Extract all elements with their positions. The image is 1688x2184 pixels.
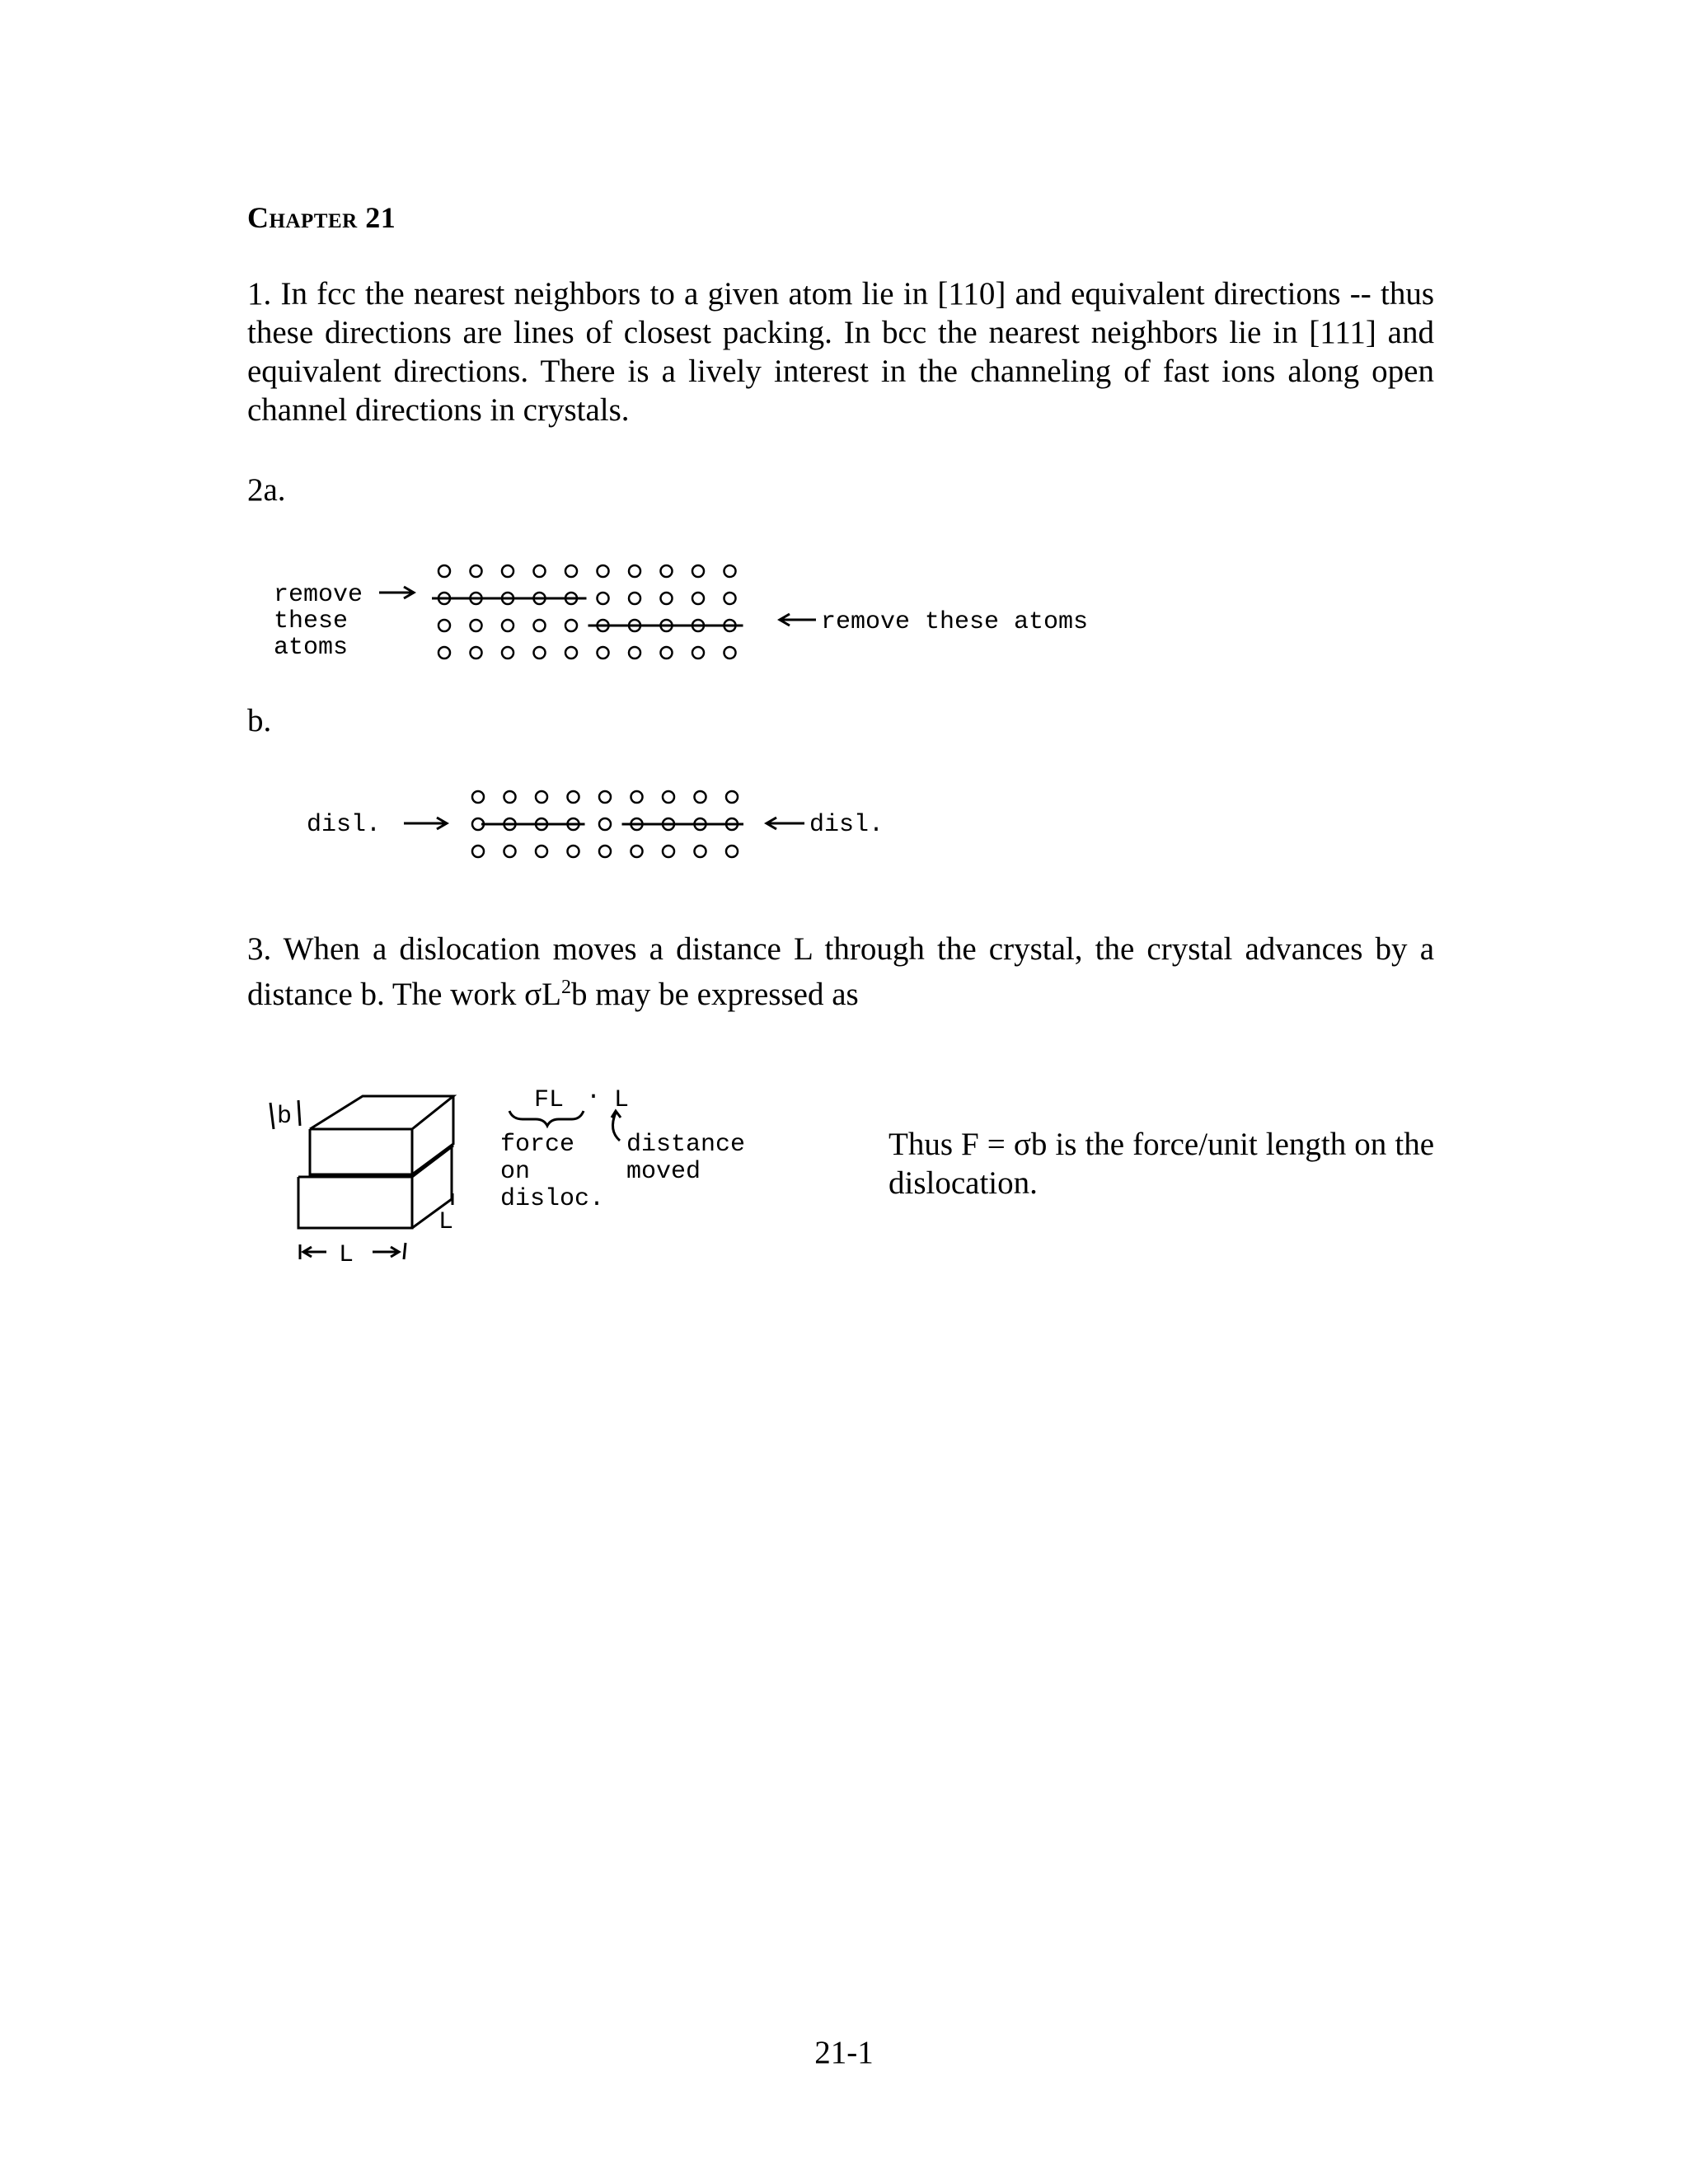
- atom: [724, 647, 736, 658]
- l-term: L: [614, 1086, 630, 1114]
- problem-3-conclusion: Thus F = σb is the force/unit length on the dislocation.: [889, 1127, 1434, 1201]
- distance-line-2: moved: [626, 1158, 701, 1186]
- problem-1-text: 1. In fcc the nearest neighbors to a given atom lie in [110] and equivalent directions -- thus these directions are lines of closest packing. In bcc the nearest neighbors lie in [111] and equivalent directions. There is a lively interest in the channeling of fast ions along open channel directions in crystals.: [247, 276, 1434, 428]
- block-bottom-l-label: L: [339, 1241, 354, 1269]
- atom: [598, 647, 609, 658]
- atom: [438, 593, 450, 604]
- atom: [692, 565, 704, 577]
- chapter-number: 21: [365, 201, 396, 234]
- atom: [504, 791, 516, 803]
- atom: [726, 846, 738, 857]
- atom: [661, 593, 673, 604]
- atom: [502, 620, 513, 631]
- atom: [663, 791, 674, 803]
- atom: [726, 791, 738, 803]
- atom: [568, 818, 579, 830]
- atom: [629, 647, 640, 658]
- atom: [472, 791, 484, 803]
- problem-2a-label: 2a.: [247, 472, 286, 508]
- sliding-blocks-sketch: [270, 1096, 453, 1259]
- atom: [536, 791, 547, 803]
- chapter-heading: [247, 200, 396, 235]
- atom: [724, 593, 736, 604]
- atom: [438, 620, 450, 631]
- atom: [598, 565, 609, 577]
- atom: [629, 565, 640, 577]
- atom: [598, 620, 609, 631]
- atom: [502, 647, 513, 658]
- force-line-3: disloc.: [500, 1185, 605, 1213]
- atom: [568, 846, 579, 857]
- atom: [724, 565, 736, 577]
- atom: [692, 647, 704, 658]
- diagram-2b-arrow-left-icon: [767, 818, 804, 829]
- atom: [565, 593, 577, 604]
- atom: [471, 647, 482, 658]
- diagram-2a-left-label-line-2: these: [274, 607, 349, 635]
- atom: [534, 620, 546, 631]
- problem-3-text: [247, 930, 1434, 1014]
- atom: [692, 620, 704, 631]
- atom: [565, 620, 577, 631]
- atom: [471, 593, 482, 604]
- diagram-2a-left-label-line-1: remove: [274, 581, 363, 609]
- atom: [504, 846, 516, 857]
- distance-line-1: distance: [626, 1131, 746, 1159]
- atom: [534, 565, 546, 577]
- atom: [502, 593, 513, 604]
- underbrace-icon: [509, 1111, 584, 1126]
- atom: [534, 647, 546, 658]
- atom: [631, 846, 643, 857]
- problem-3-superscript: 2: [560, 977, 571, 998]
- page-number: 21-1: [814, 2035, 874, 2070]
- problem-3-text-before: 3. When a dislocation moves a distance L through the crystal, the crystal advances by a distance b. The work σL: [247, 931, 1434, 1012]
- atom: [695, 791, 706, 803]
- atom: [726, 818, 738, 830]
- chapter-word: Chapter: [247, 201, 358, 234]
- atom: [568, 791, 579, 803]
- atom: [695, 846, 706, 857]
- diagram-2b-left-label: disl.: [307, 811, 382, 839]
- diagram-2b-right-label: disl.: [809, 811, 884, 839]
- atom: [471, 620, 482, 631]
- atom: [438, 565, 450, 577]
- force-line-1: force: [500, 1131, 575, 1159]
- atom: [629, 593, 640, 604]
- fl-term: FL: [534, 1086, 565, 1114]
- diagram-2b-arrow-right-icon: [404, 818, 447, 829]
- curved-arrow-icon: [612, 1113, 620, 1141]
- atom: [536, 846, 547, 857]
- dot-symbol: ·: [586, 1083, 602, 1111]
- atom: [695, 818, 706, 830]
- atom: [631, 791, 643, 803]
- atom: [599, 846, 611, 857]
- force-line-2: on: [500, 1158, 531, 1186]
- atom: [565, 565, 577, 577]
- atom: [598, 593, 609, 604]
- atom: [663, 846, 674, 857]
- atom: [724, 620, 736, 631]
- atom: [599, 818, 611, 830]
- atom: [504, 818, 516, 830]
- atom: [534, 593, 546, 604]
- atom: [692, 593, 704, 604]
- atom: [661, 620, 673, 631]
- problem-2b-label: b.: [247, 703, 272, 738]
- diagram-2a-arrow-left-icon: [780, 614, 816, 626]
- block-b-label: b: [277, 1103, 293, 1131]
- atom: [438, 647, 450, 658]
- atom: [471, 565, 482, 577]
- atom: [472, 846, 484, 857]
- atom: [663, 818, 674, 830]
- diagram-2a-right-label: remove these atoms: [821, 608, 1089, 636]
- diagram-2a-left-label-line-3: atoms: [274, 634, 349, 662]
- problem-3-text-after: b may be expressed as: [570, 977, 859, 1012]
- atom: [502, 565, 513, 577]
- diagram-2a-arrow-right-icon: [379, 587, 414, 598]
- atom: [599, 791, 611, 803]
- atom: [536, 818, 547, 830]
- atom: [565, 647, 577, 658]
- atom: [472, 818, 484, 830]
- block-side-l-label: L: [438, 1208, 454, 1236]
- atom: [661, 647, 673, 658]
- atom: [661, 565, 673, 577]
- atom: [629, 620, 640, 631]
- atom: [631, 818, 643, 830]
